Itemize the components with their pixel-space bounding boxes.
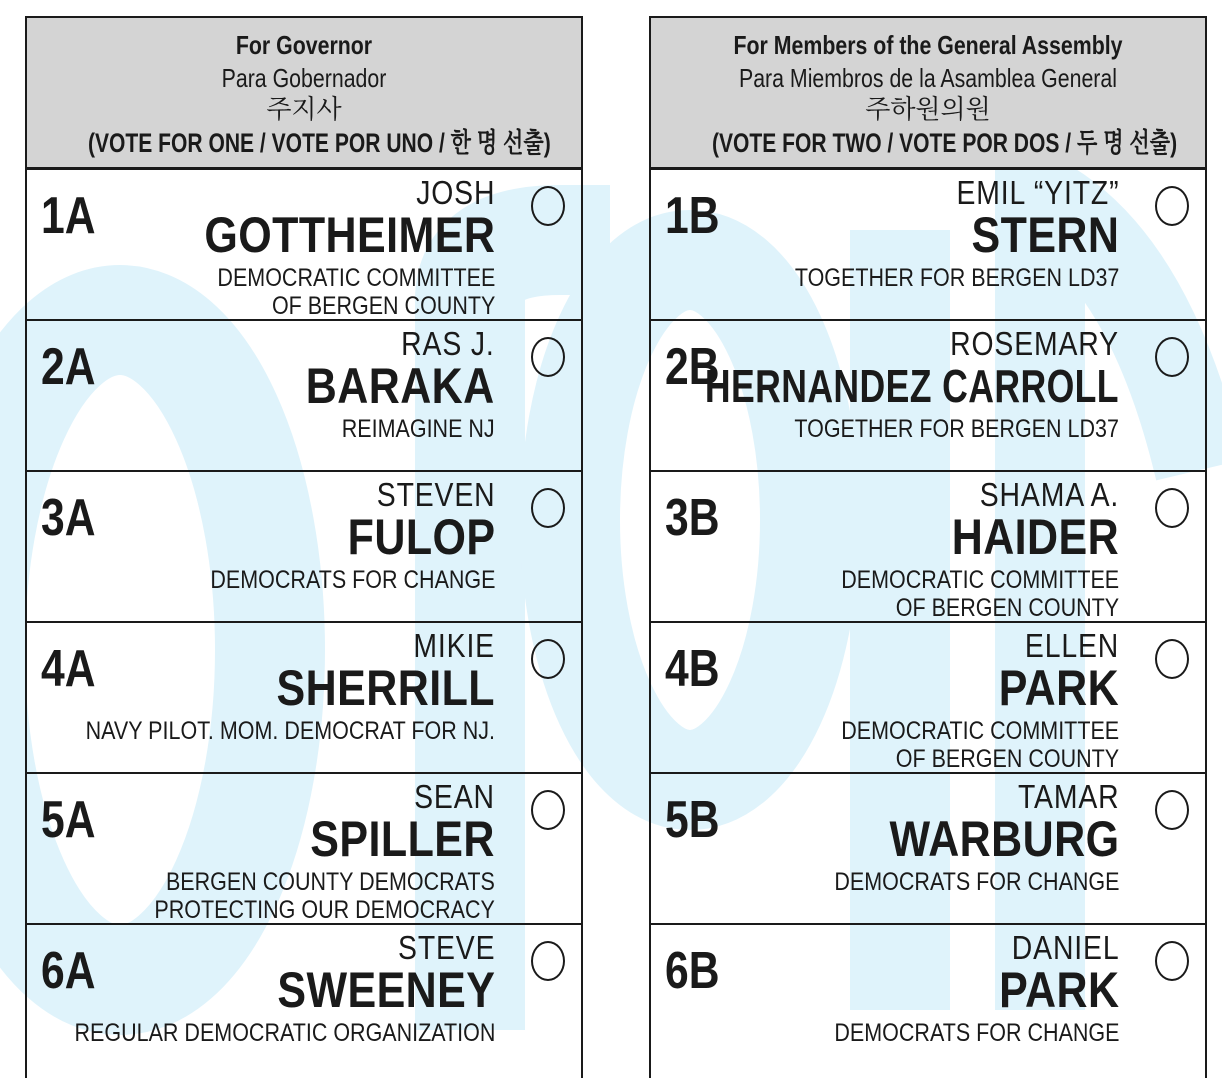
governor-title-ko: 주지사 bbox=[266, 95, 342, 125]
vote-oval[interactable] bbox=[531, 790, 565, 830]
vote-oval[interactable] bbox=[1155, 639, 1189, 679]
slogan-line-1: BERGEN COUNTY DEMOCRATS bbox=[166, 868, 495, 896]
candidate-last-name: GOTTHEIMER bbox=[204, 207, 495, 263]
candidate-row[interactable] bbox=[651, 472, 1205, 623]
slogan-line-2: OF BERGEN COUNTY bbox=[895, 745, 1119, 773]
vote-oval[interactable] bbox=[1155, 790, 1189, 830]
slogan-line-1: REIMAGINE NJ bbox=[342, 415, 495, 443]
assembly-contest bbox=[649, 16, 1207, 1078]
slogan-line-2: PROTECTING OUR DEMOCRACY bbox=[154, 896, 495, 924]
vote-oval[interactable] bbox=[531, 337, 565, 377]
vote-oval[interactable] bbox=[531, 941, 565, 981]
assembly-title-en: For Members of the General Assembly bbox=[733, 30, 1123, 60]
candidate-first-name: MIKIE bbox=[413, 627, 495, 664]
candidate-row[interactable] bbox=[27, 472, 581, 623]
assembly-title-es: Para Miembros de la Asamblea General bbox=[738, 63, 1118, 93]
candidate-last-name: STERN bbox=[971, 207, 1119, 263]
candidate-slogan bbox=[834, 1019, 1119, 1047]
candidate-row[interactable] bbox=[651, 170, 1205, 321]
slogan-line-2: OF BERGEN COUNTY bbox=[895, 594, 1119, 622]
candidate-first-name: TAMAR bbox=[1017, 778, 1119, 815]
candidate-row[interactable] bbox=[27, 925, 581, 1076]
slogan-line-1: TOGETHER FOR BERGEN LD37 bbox=[794, 264, 1119, 292]
vote-oval[interactable] bbox=[1155, 186, 1189, 226]
candidate-last-name: HERNANDEZ CARROLL bbox=[704, 360, 1119, 412]
governor-title-es: Para Gobernador bbox=[221, 63, 387, 93]
ballot-position: 6B bbox=[665, 942, 720, 1000]
candidate-first-name: SEAN bbox=[414, 778, 495, 815]
vote-oval[interactable] bbox=[531, 488, 565, 528]
candidate-last-name: WARBURG bbox=[889, 811, 1119, 867]
slogan-line-1: DEMOCRATIC COMMITTEE bbox=[841, 717, 1119, 745]
slogan-line-2: OF BERGEN COUNTY bbox=[271, 292, 495, 320]
candidate-row[interactable] bbox=[651, 774, 1205, 925]
governor-contest bbox=[25, 16, 583, 1078]
governor-title-en: For Governor bbox=[235, 30, 373, 60]
candidate-first-name: ELLEN bbox=[1024, 627, 1119, 664]
candidate-slogan bbox=[659, 415, 1119, 443]
candidate-first-name: STEVE bbox=[397, 929, 495, 966]
ballot-position: 1A bbox=[41, 187, 96, 245]
slogan-line-1: TOGETHER FOR BERGEN LD37 bbox=[794, 415, 1119, 443]
candidate-slogan bbox=[841, 566, 1119, 622]
assembly-header bbox=[651, 18, 1205, 170]
candidate-last-name: SHERRILL bbox=[276, 660, 495, 716]
slogan-line-1: DEMOCRATIC COMMITTEE bbox=[217, 264, 495, 292]
candidate-slogan bbox=[74, 1019, 495, 1047]
ballot-position: 4B bbox=[665, 640, 720, 698]
candidate-row[interactable] bbox=[651, 321, 1205, 472]
slogan-line-1: DEMOCRATIC COMMITTEE bbox=[841, 566, 1119, 594]
slogan-line-1: DEMOCRATS FOR CHANGE bbox=[209, 566, 495, 594]
slogan-line-1: DEMOCRATS FOR CHANGE bbox=[833, 868, 1119, 896]
ballot-position: 4A bbox=[41, 640, 96, 698]
candidate-slogan bbox=[210, 566, 495, 594]
candidate-row[interactable] bbox=[27, 321, 581, 472]
slogan-line-1: DEMOCRATS FOR CHANGE bbox=[833, 1019, 1119, 1047]
candidate-first-name: JOSH bbox=[415, 174, 495, 211]
candidate-first-name: RAS J. bbox=[401, 325, 495, 362]
candidate-last-name: HAIDER bbox=[951, 509, 1119, 565]
slogan-line-1: NAVY PILOT. MOM. DEMOCRAT FOR NJ. bbox=[85, 717, 495, 745]
candidate-slogan bbox=[834, 868, 1119, 896]
candidate-last-name: SWEENEY bbox=[276, 962, 495, 1018]
candidate-last-name: SPILLER bbox=[310, 811, 495, 867]
assembly-title-ko: 주하원의원 bbox=[865, 95, 991, 125]
candidate-row[interactable] bbox=[651, 925, 1205, 1076]
candidate-row[interactable] bbox=[651, 623, 1205, 774]
candidate-first-name: EMIL “YITZ” bbox=[956, 174, 1119, 211]
ballot-position: 2B bbox=[665, 338, 720, 396]
candidate-last-name: PARK bbox=[998, 660, 1119, 716]
slogan-line-1: REGULAR DEMOCRATIC ORGANIZATION bbox=[74, 1019, 495, 1047]
vote-oval[interactable] bbox=[531, 639, 565, 679]
candidate-last-name: FULOP bbox=[347, 509, 495, 565]
candidate-last-name: PARK bbox=[998, 962, 1119, 1018]
candidate-first-name: SHAMA A. bbox=[979, 476, 1119, 513]
ballot-position: 1B bbox=[665, 187, 720, 245]
candidate-row[interactable] bbox=[27, 623, 581, 774]
candidate-slogan bbox=[155, 868, 495, 924]
ballot-position: 3A bbox=[41, 489, 96, 547]
candidate-first-name: ROSEMARY bbox=[950, 325, 1119, 362]
governor-vote-instructions: (VOTE FOR ONE / VOTE POR UNO / 한 명 선출) bbox=[87, 128, 551, 158]
vote-oval[interactable] bbox=[1155, 941, 1189, 981]
ballot-position: 6A bbox=[41, 942, 96, 1000]
candidate-row[interactable] bbox=[27, 774, 581, 925]
candidate-slogan bbox=[794, 264, 1119, 292]
candidate-slogan bbox=[306, 415, 495, 443]
ballot-position: 3B bbox=[665, 489, 720, 547]
candidate-slogan bbox=[841, 717, 1119, 773]
ballot-position: 5B bbox=[665, 791, 720, 849]
candidate-first-name: STEVEN bbox=[376, 476, 495, 513]
candidate-slogan bbox=[86, 717, 495, 745]
vote-oval[interactable] bbox=[531, 186, 565, 226]
candidate-first-name: DANIEL bbox=[1011, 929, 1119, 966]
assembly-vote-instructions: (VOTE FOR TWO / VOTE POR DOS / 두 명 선출) bbox=[711, 128, 1178, 158]
candidate-row[interactable] bbox=[27, 170, 581, 321]
ballot-position: 2A bbox=[41, 338, 96, 396]
vote-oval[interactable] bbox=[1155, 488, 1189, 528]
governor-header bbox=[27, 18, 581, 170]
candidate-slogan bbox=[204, 264, 495, 320]
ballot-position: 5A bbox=[41, 791, 96, 849]
vote-oval[interactable] bbox=[1155, 337, 1189, 377]
candidate-last-name: BARAKA bbox=[306, 358, 495, 414]
